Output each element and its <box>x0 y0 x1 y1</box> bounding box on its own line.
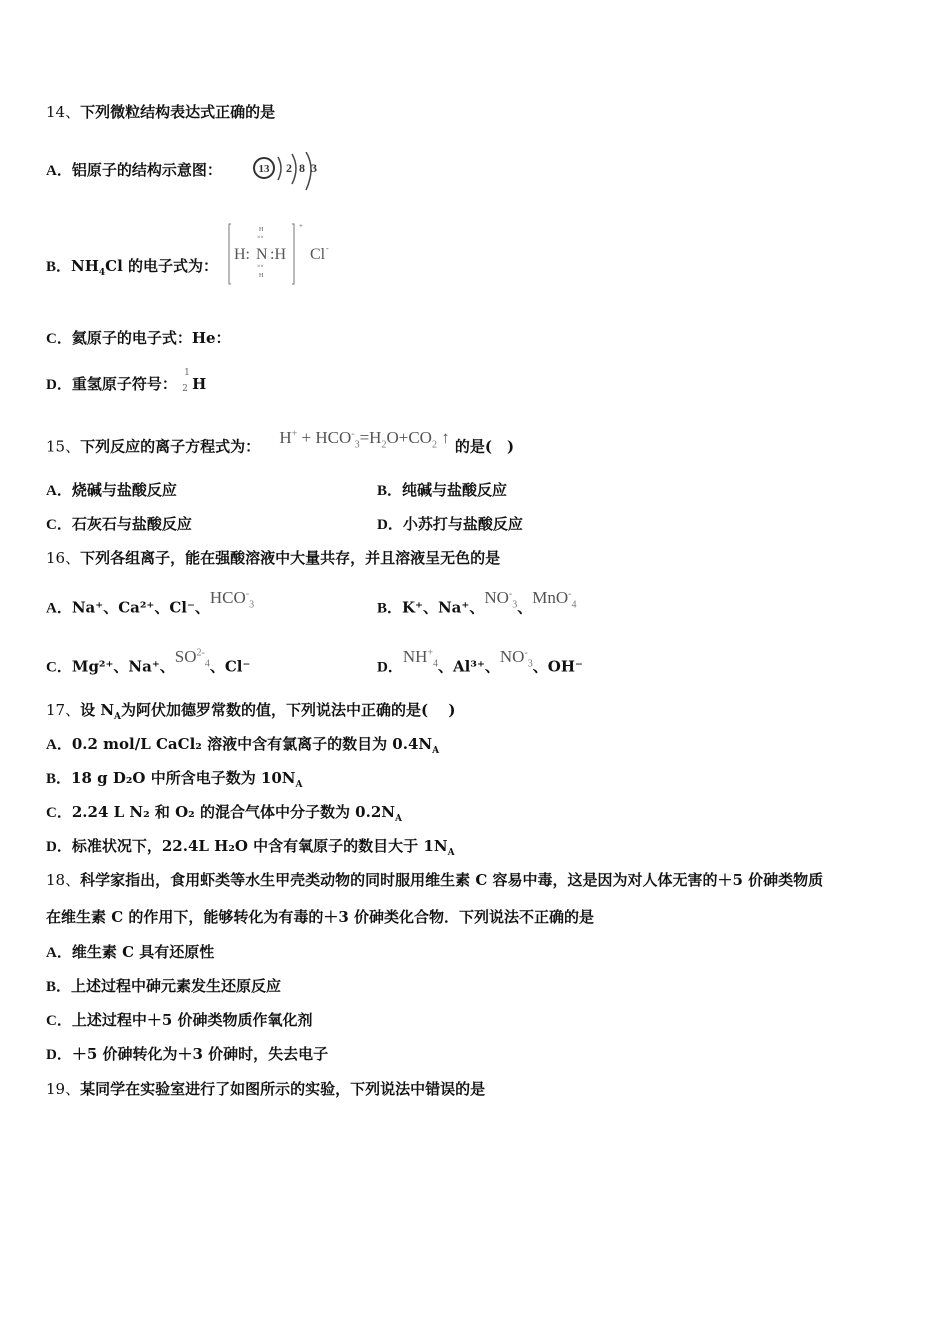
q16-option-c: C．Mg²⁺、Na⁺、$SO^{2-}_4$、Cl⁻ <box>46 646 251 676</box>
q15-option-c: C．石灰石与盐酸反应 <box>46 515 192 533</box>
q14-option-b: B．$NH_4Cl$ 的电子式为： <box>46 257 219 278</box>
q15-option-d: D．小苏打与盐酸反应 <box>377 515 523 533</box>
svg-text:H: H <box>259 227 264 233</box>
q17-option-b: B．18 g D₂O 中所含电子数为 $10N_A$ <box>46 769 303 790</box>
svg-text:H: H <box>259 273 264 279</box>
svg-text:8: 8 <box>299 161 305 175</box>
q16-option-b: B．K⁺、Na⁺、$NO^-_3$、MnO-$_4$ <box>377 587 577 617</box>
q15-option-b: B．纯碱与盐酸反应 <box>377 481 508 499</box>
q18-stem-line1: 18、科学家指出，食用虾类等水生甲壳类动物的同时服用维生素 C 容易中毒，这是因为对人体无害的＋5 价砷类物质 <box>46 871 824 889</box>
q15-stem: 15、下列反应的离子方程式为： $H^+ + HCO^-_3=H_2O+CO_2$ ↑ 的是( ) <box>46 427 515 456</box>
q16-option-a: A．Na⁺、Ca²⁺、Cl⁻、$HCO^-_3$ <box>46 587 255 617</box>
q17-option-c: C．2.24 L N₂ 和 O₂ 的混合气体中分子数为 $0.2N_A$ <box>46 803 402 824</box>
svg-text:××: ×× <box>257 235 264 241</box>
q17-option-a: A．0.2 mol/L CaCl₂ 溶液中含有氯离子的数目为 $0.4N_A$ <box>46 735 440 756</box>
svg-text:+: + <box>299 222 303 230</box>
q18-option-c: C．上述过程中＋5 价砷类物质作氧化剂 <box>46 1011 313 1029</box>
q17-stem: 17、设 $N_A$为阿伏加德罗常数的值，下列说法中正确的是( ) <box>46 701 456 722</box>
q17-option-d: D．标准状况下，22.4L H₂O 中含有氧原子的数目大于 $1N_A$ <box>46 837 455 858</box>
q16-option-d: D．$NH^+_4$、Al³⁺、$NO^-_3$、OH⁻ <box>377 646 583 676</box>
q18-stem-line2: 在维生素 C 的作用下，能够转化为有毒的＋3 价砷类化合物．下列说法不正确的是 <box>46 908 595 926</box>
svg-text:Cl: Cl <box>310 246 326 263</box>
svg-text:××: ×× <box>257 264 264 270</box>
svg-text:N: N <box>256 246 268 263</box>
svg-text:2: 2 <box>286 161 292 175</box>
ammonium-chloride-electron-formula <box>228 222 348 286</box>
q16-stem: 16、下列各组离子，能在强酸溶液中大量共存，并且溶液呈无色的是 <box>46 549 501 567</box>
q14-option-d: D．重氢原子符号： 1 2 H <box>46 368 207 394</box>
svg-text:3: 3 <box>311 161 317 175</box>
svg-text:13: 13 <box>258 163 270 175</box>
q14-stem: 14、下列微粒结构表达式正确的是 <box>46 103 276 121</box>
q18-option-d: D．＋5 价砷转化为＋3 价砷时，失去电子 <box>46 1045 329 1063</box>
q18-option-a: A．维生素 C 具有还原性 <box>46 943 215 961</box>
svg-text::H: :H <box>270 246 286 263</box>
q15-option-a: A．烧碱与盐酸反应 <box>46 481 177 499</box>
q14-option-c: C．氦原子的电子式：He： <box>46 329 231 347</box>
svg-text:H:: H: <box>234 246 250 263</box>
q19-stem: 19、某同学在实验室进行了如图所示的实验，下列说法中错误的是 <box>46 1080 486 1098</box>
ionic-equation: $H^+ + HCO^-_3=H_2O+CO_2$ ↑ <box>279 427 450 451</box>
aluminum-atom-diagram <box>250 152 330 192</box>
q18-option-b: B．上述过程中砷元素发生还原反应 <box>46 977 282 995</box>
q14-option-a: A．铝原子的结构示意图： <box>46 161 222 179</box>
svg-text:-: - <box>326 244 329 253</box>
